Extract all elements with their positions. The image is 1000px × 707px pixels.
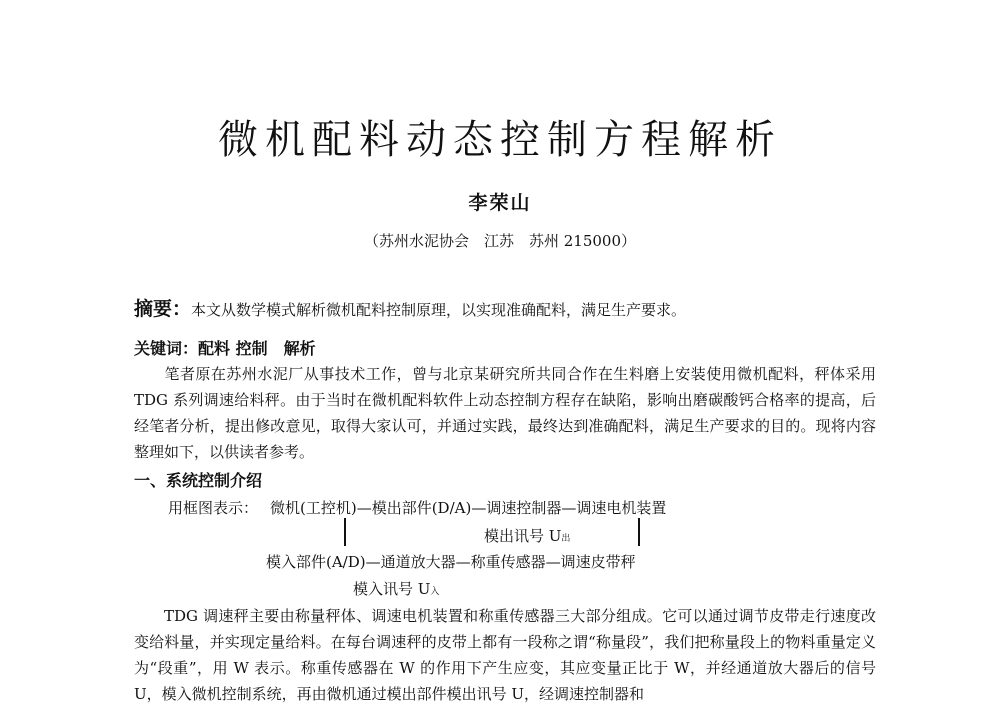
- body-paragraph: [134, 603, 876, 707]
- author-name: 李荣山: [468, 192, 532, 214]
- diagram-input-signal: [353, 578, 439, 599]
- keywords: 关键词：配料 控制 解析: [134, 339, 316, 358]
- section-heading-1: 一、系统控制介绍: [134, 471, 263, 490]
- body-paragraph-text: TDG 调速秤主要由称量秤体、调速电机装置和称重传感器三大部分组成。它可以通过调节皮带走行速度改变给料量，并实现定量给料。在每台调速秤的皮带上都有一段称之谓“称量段”，我们把称量段上的物料重量定义为“段重”，用 W 表示。称重传感器在 W 的作用下产生应变，其应变量正比于 W，并经通道放大器后的信号 U，模入微机控制系统，再由微机通过模出部件模出讯号 U，经调速控制器和: [134, 607, 876, 703]
- output-signal-text: 模出讯号 U: [484, 527, 562, 545]
- diagram-top-chain: 微机(工控机)—模出部件(D/A)—调速控制器—调速电机装置: [270, 499, 667, 517]
- abstract: [134, 294, 686, 321]
- affiliation: （苏州水泥协会 江苏 苏州 215000）: [363, 232, 637, 250]
- abstract-text: 本文从数学模式解析微机配料控制原理，以实现准确配料，满足生产要求。: [191, 301, 687, 319]
- diagram-label: 用框图表示：: [168, 499, 259, 517]
- intro-paragraph-text: 笔者原在苏州水泥厂从事技术工作，曾与北京某研究所共同合作在生料磨上安装使用微机配料，秤体采用 TDG 系列调速给料秤。由于当时在微机配料软件上动态控制方程存在缺陷，影响出磨碳酸钙合格率的提高，后经笔者分析，提出修改意见，取得大家认可，并通过实践，最终达到准确配料，满足生产要求的目的。现将内容整理如下，以供读者参考。: [134, 365, 876, 461]
- diagram-output-signal: [484, 525, 570, 546]
- diagram-bottom-chain: 模入部件(A/D)—通道放大器—称重传感器—调速皮带秤: [266, 553, 636, 571]
- input-signal-sub: 入: [430, 587, 440, 597]
- abstract-label: 摘要：: [134, 298, 192, 320]
- intro-paragraph: [134, 361, 876, 465]
- input-signal-text: 模入讯号 U: [353, 580, 431, 598]
- diagram-right-connector: [638, 518, 640, 546]
- paper-title: 微机配料动态控制方程解析: [218, 117, 782, 163]
- diagram-left-connector: [344, 518, 346, 546]
- output-signal-sub: 出: [561, 534, 571, 544]
